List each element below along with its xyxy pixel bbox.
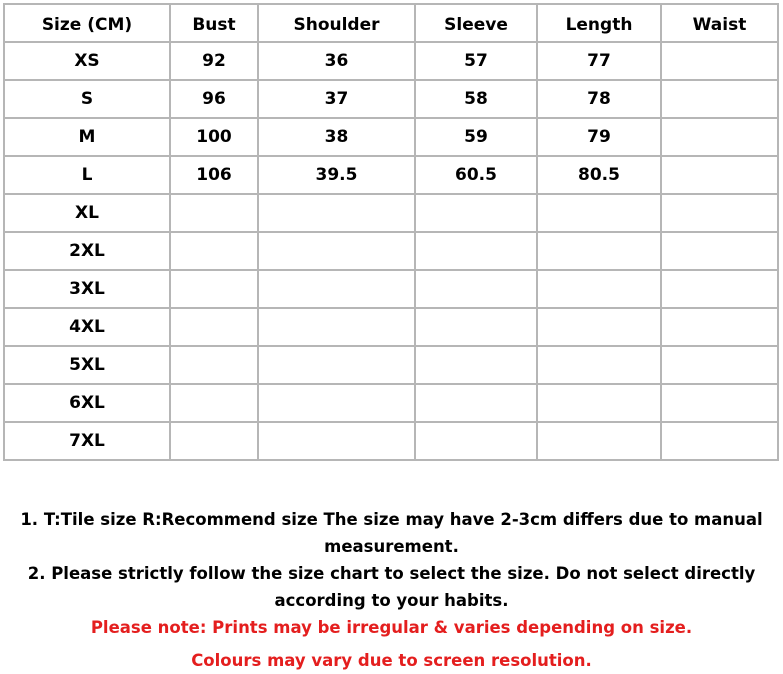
cell-waist <box>661 156 778 194</box>
cell-waist <box>661 118 778 156</box>
cell-waist <box>661 80 778 118</box>
cell-shoulder: 36 <box>258 42 415 80</box>
cell-shoulder <box>258 232 415 270</box>
header-bust: Bust <box>170 4 258 42</box>
table-row <box>4 270 778 308</box>
cell-shoulder <box>258 194 415 232</box>
cell-bust: 100 <box>170 118 258 156</box>
cell-waist <box>661 194 778 232</box>
cell-bust <box>170 232 258 270</box>
cell-bust: 92 <box>170 42 258 80</box>
cell-sleeve <box>415 232 537 270</box>
cell-waist <box>661 232 778 270</box>
table-row <box>4 346 778 384</box>
table-row <box>4 232 778 270</box>
cell-length <box>537 232 661 270</box>
cell-sleeve: 59 <box>415 118 537 156</box>
cell-size: S <box>4 80 170 118</box>
cell-size: L <box>4 156 170 194</box>
cell-sleeve <box>415 194 537 232</box>
cell-length <box>537 346 661 384</box>
cell-sleeve <box>415 308 537 346</box>
cell-shoulder: 37 <box>258 80 415 118</box>
cell-length <box>537 270 661 308</box>
header-shoulder: Shoulder <box>258 4 415 42</box>
cell-shoulder <box>258 346 415 384</box>
cell-size: 6XL <box>4 384 170 422</box>
cell-bust <box>170 422 258 460</box>
table-row <box>4 42 778 80</box>
cell-length <box>537 308 661 346</box>
header-length: Length <box>537 4 661 42</box>
cell-length <box>537 384 661 422</box>
cell-bust <box>170 346 258 384</box>
warning-colours: Colours may vary due to screen resolution. <box>191 651 592 670</box>
cell-waist <box>661 308 778 346</box>
table-row <box>4 118 778 156</box>
note-1: 1. T:Tile size R:Recommend size The size may have 2-3cm differs due to manual measurement. <box>20 510 763 556</box>
cell-waist <box>661 346 778 384</box>
cell-sleeve: 60.5 <box>415 156 537 194</box>
size-table-body <box>4 42 778 460</box>
table-row <box>4 194 778 232</box>
cell-size: XS <box>4 42 170 80</box>
table-row <box>4 422 778 460</box>
cell-shoulder <box>258 270 415 308</box>
cell-waist <box>661 384 778 422</box>
cell-bust: 96 <box>170 80 258 118</box>
table-header-row <box>4 4 778 42</box>
cell-sleeve <box>415 346 537 384</box>
cell-sleeve: 58 <box>415 80 537 118</box>
table-row <box>4 384 778 422</box>
cell-sleeve: 57 <box>415 42 537 80</box>
cell-waist <box>661 270 778 308</box>
notes-section <box>0 506 783 674</box>
cell-size: XL <box>4 194 170 232</box>
cell-shoulder <box>258 422 415 460</box>
cell-sleeve <box>415 422 537 460</box>
size-chart-table <box>3 3 779 461</box>
header-waist: Waist <box>661 4 778 42</box>
cell-sleeve <box>415 384 537 422</box>
cell-size: 2XL <box>4 232 170 270</box>
table-row <box>4 80 778 118</box>
cell-size: 3XL <box>4 270 170 308</box>
table-row <box>4 308 778 346</box>
cell-waist <box>661 422 778 460</box>
cell-length: 80.5 <box>537 156 661 194</box>
cell-bust: 106 <box>170 156 258 194</box>
header-size: Size (CM) <box>4 4 170 42</box>
cell-length: 78 <box>537 80 661 118</box>
cell-shoulder: 38 <box>258 118 415 156</box>
cell-size: 5XL <box>4 346 170 384</box>
note-2: 2. Please strictly follow the size chart to select the size. Do not select directly according to your habits. <box>27 564 756 610</box>
cell-bust <box>170 308 258 346</box>
cell-size: 7XL <box>4 422 170 460</box>
cell-length <box>537 194 661 232</box>
cell-bust <box>170 384 258 422</box>
warning-prints: Please note: Prints may be irregular & varies depending on size. <box>90 618 693 637</box>
cell-length: 77 <box>537 42 661 80</box>
cell-sleeve <box>415 270 537 308</box>
cell-bust <box>170 194 258 232</box>
header-sleeve: Sleeve <box>415 4 537 42</box>
cell-size: M <box>4 118 170 156</box>
cell-shoulder <box>258 384 415 422</box>
cell-length: 79 <box>537 118 661 156</box>
cell-length <box>537 422 661 460</box>
cell-waist <box>661 42 778 80</box>
table-row <box>4 156 778 194</box>
cell-shoulder: 39.5 <box>258 156 415 194</box>
cell-shoulder <box>258 308 415 346</box>
cell-size: 4XL <box>4 308 170 346</box>
cell-bust <box>170 270 258 308</box>
